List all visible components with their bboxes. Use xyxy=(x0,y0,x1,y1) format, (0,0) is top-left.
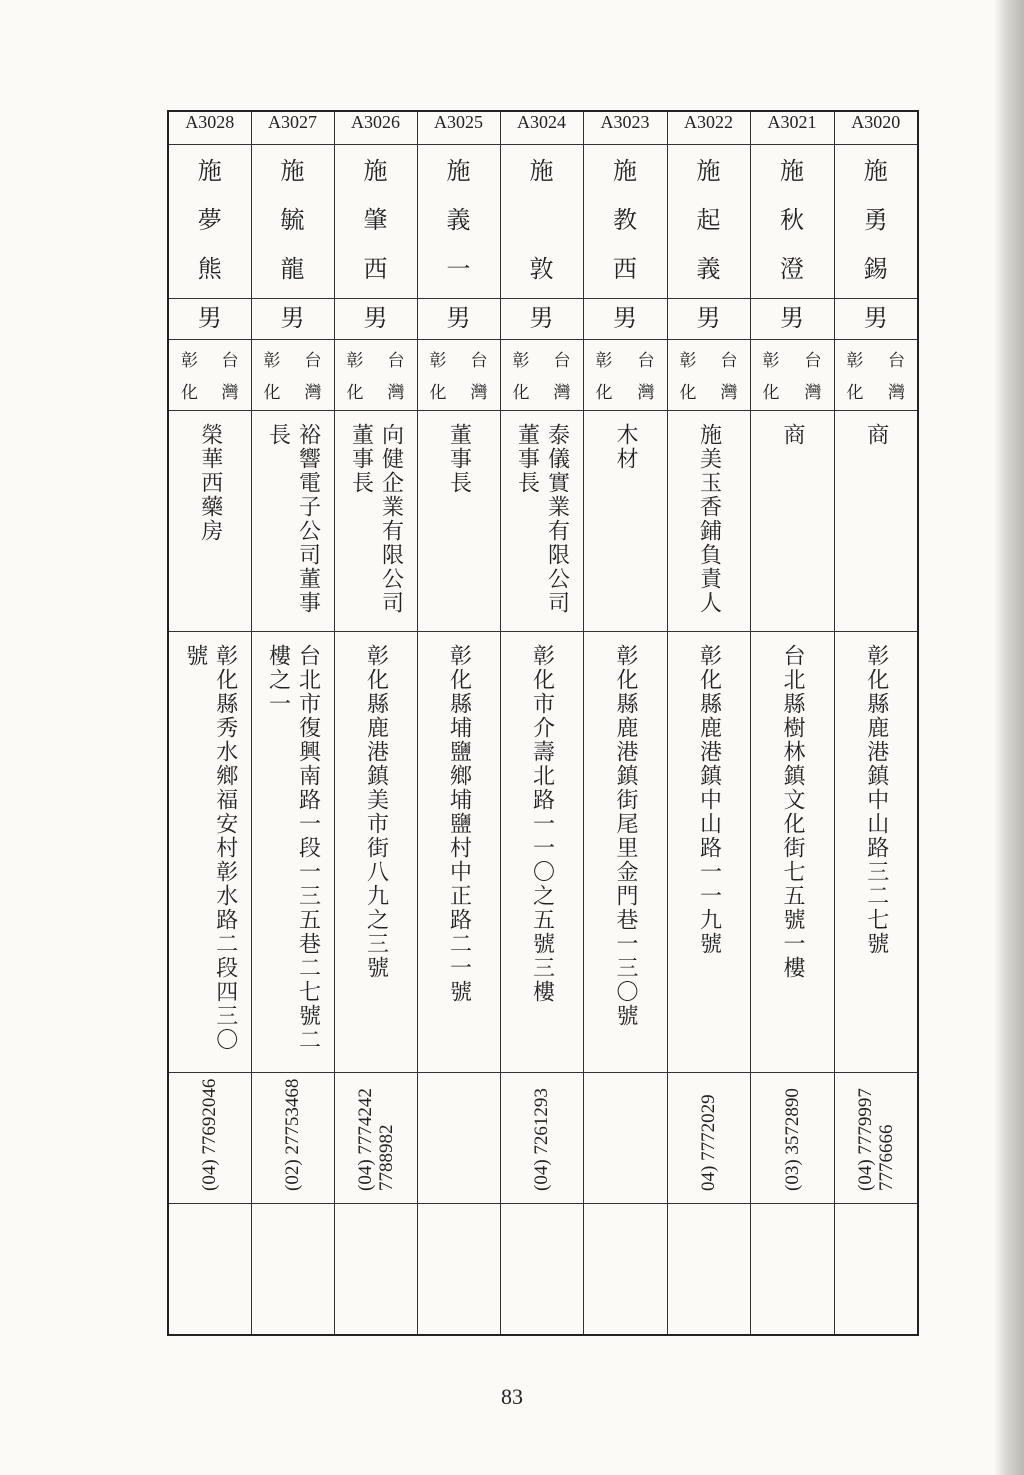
occupation-text: 榮華西藥房 xyxy=(197,423,223,543)
origin-char: 灣 xyxy=(804,383,822,403)
registry-table xyxy=(167,110,919,1336)
origin-line xyxy=(596,346,655,378)
sx-row xyxy=(168,299,918,340)
occupation-text: 泰儀實業有限公司董事長 xyxy=(514,423,570,615)
name-char: 施 xyxy=(696,157,721,185)
name-cell xyxy=(251,145,334,299)
remarks-cell xyxy=(334,1204,417,1336)
origin-line xyxy=(181,346,239,378)
origin-char: 灣 xyxy=(888,383,905,403)
remarks-cell xyxy=(500,1204,583,1336)
origin-block xyxy=(501,340,583,410)
phone-cell xyxy=(334,1073,417,1204)
address-cell xyxy=(583,632,667,1073)
occupation-cell xyxy=(417,411,500,632)
origin-line xyxy=(596,378,655,410)
origin-cell xyxy=(334,340,417,411)
origin-char: 灣 xyxy=(553,383,571,403)
name-char: 施 xyxy=(446,157,471,185)
origin-line xyxy=(513,378,571,410)
record-id: A3024 xyxy=(517,112,566,132)
phone-cell xyxy=(168,1073,251,1204)
sex-cell xyxy=(417,299,500,340)
occupation-cell xyxy=(667,411,750,632)
name-char: 教 xyxy=(613,206,637,234)
origin-cell xyxy=(667,340,750,411)
record-id: A3028 xyxy=(185,112,235,132)
phone-text: (03) 3572890 xyxy=(781,1088,803,1191)
name-char: 秋 xyxy=(780,206,804,234)
name-cell xyxy=(334,145,417,299)
sex-cell xyxy=(583,299,667,340)
occupation-cell xyxy=(750,411,834,632)
origin-char: 台 xyxy=(387,351,405,371)
record-id-cell xyxy=(334,111,417,145)
address-text: 台北縣樹林鎮文化街七五號一樓 xyxy=(780,644,805,980)
remarks-cell xyxy=(750,1204,834,1336)
remarks-cell xyxy=(417,1204,500,1336)
record-id-cell xyxy=(168,111,251,145)
name-char: 熊 xyxy=(197,255,222,283)
phone-cell xyxy=(417,1073,500,1204)
origin-line xyxy=(680,378,738,410)
origin-cell xyxy=(417,340,500,411)
phone-cell xyxy=(834,1073,918,1204)
origin-char: 台 xyxy=(304,351,322,371)
remarks-cell xyxy=(251,1204,334,1336)
sex-value: 男 xyxy=(696,304,721,332)
phone-text: (04) 77692046 xyxy=(199,1078,221,1191)
origin-char: 台 xyxy=(470,351,488,371)
origin-block xyxy=(751,340,834,410)
name-char: 施 xyxy=(197,157,222,185)
address-text: 彰化縣鹿港鎮中山路三二七號 xyxy=(863,644,889,956)
origin-char: 彰 xyxy=(679,351,697,371)
origin-cell xyxy=(251,340,334,411)
sex-cell xyxy=(334,299,417,340)
origin-char: 化 xyxy=(762,383,780,403)
name-char: 起 xyxy=(696,206,721,234)
hdr-row xyxy=(168,111,918,145)
address-cell xyxy=(500,632,583,1073)
origin-block xyxy=(169,340,251,410)
address-cell xyxy=(334,632,417,1073)
origin-char: 化 xyxy=(679,383,697,403)
sex-value: 男 xyxy=(613,304,637,332)
name-char: 龍 xyxy=(280,255,305,283)
name-char: 施 xyxy=(780,157,804,185)
phone-text: (04) 7774242 7788982 xyxy=(354,1088,397,1191)
address-cell xyxy=(417,632,500,1073)
name-cell xyxy=(834,145,918,299)
name-column xyxy=(252,145,334,298)
origin-char: 化 xyxy=(846,383,864,403)
address-cell xyxy=(168,632,251,1073)
phone-text: 04) 7772029 xyxy=(698,1094,719,1191)
name-char: 澄 xyxy=(780,255,804,283)
name-char: 勇 xyxy=(863,206,888,234)
address-text: 台北市復興南路一段一三五巷二七號二樓之一 xyxy=(265,644,321,1052)
occupation-cell xyxy=(168,411,251,632)
phone-cell xyxy=(500,1073,583,1204)
sex-cell xyxy=(500,299,583,340)
origin-char: 灣 xyxy=(637,383,655,403)
origin-line xyxy=(347,346,405,378)
origin-char: 化 xyxy=(263,383,281,403)
occupation-cell xyxy=(251,411,334,632)
sex-cell xyxy=(168,299,251,340)
remarks-cell xyxy=(168,1204,251,1336)
origin-char: 台 xyxy=(221,351,239,371)
sex-value: 男 xyxy=(363,304,388,332)
name-char: 施 xyxy=(280,157,305,185)
origin-char: 台 xyxy=(804,351,822,371)
sex-value: 男 xyxy=(197,304,222,332)
name-column xyxy=(584,145,667,298)
origin-line xyxy=(181,378,239,410)
origin-block xyxy=(252,340,334,410)
origin-char: 彰 xyxy=(846,351,864,371)
origin-line xyxy=(430,378,488,410)
origin-char: 台 xyxy=(720,351,738,371)
origin-block xyxy=(835,340,918,410)
name-char: 錫 xyxy=(863,255,888,283)
sex-value: 男 xyxy=(446,304,471,332)
address-cell xyxy=(251,632,334,1073)
record-id-cell xyxy=(750,111,834,145)
name-char: 義 xyxy=(446,206,471,234)
address-cell xyxy=(750,632,834,1073)
origin-line xyxy=(513,346,571,378)
phone-text: (04) 7779997 7776666 xyxy=(854,1088,897,1191)
record-id-cell xyxy=(583,111,667,145)
ad-row xyxy=(168,632,918,1073)
page-number: 83 xyxy=(501,1384,523,1409)
origin-cell xyxy=(750,340,834,411)
occupation-text: 商 xyxy=(780,423,805,447)
origin-block xyxy=(668,340,750,410)
remarks-cell xyxy=(834,1204,918,1336)
em-row xyxy=(168,1204,918,1336)
origin-char: 彰 xyxy=(346,351,364,371)
origin-char: 彰 xyxy=(429,351,447,371)
origin-line xyxy=(847,346,906,378)
name-char: 施 xyxy=(363,157,388,185)
occupation-text: 董事長 xyxy=(446,423,472,495)
name-char: 施 xyxy=(529,157,554,185)
sex-value: 男 xyxy=(863,304,888,332)
address-text: 彰化縣秀水鄉福安村彰水路二段四三〇號 xyxy=(182,644,238,1052)
oc-row xyxy=(168,411,918,632)
sex-cell xyxy=(750,299,834,340)
origin-line xyxy=(680,346,738,378)
occupation-cell xyxy=(834,411,918,632)
origin-char: 化 xyxy=(595,383,613,403)
occupation-text: 裕響電子公司董事長 xyxy=(265,423,321,615)
name-cell xyxy=(667,145,750,299)
phone-text: (02) 27753468 xyxy=(282,1078,303,1191)
name-char: 西 xyxy=(613,255,637,283)
origin-char: 灣 xyxy=(304,383,322,403)
name-column xyxy=(169,145,251,298)
phone-cell xyxy=(583,1073,667,1204)
origin-char: 台 xyxy=(637,351,655,371)
name-cell xyxy=(750,145,834,299)
origin-char: 彰 xyxy=(512,351,530,371)
nm-row xyxy=(168,145,918,299)
name-char: 施 xyxy=(863,157,888,185)
name-column xyxy=(835,145,918,298)
remarks-cell xyxy=(667,1204,750,1336)
origin-line xyxy=(847,378,906,410)
record-id: A3026 xyxy=(351,112,400,132)
origin-char: 台 xyxy=(553,351,571,371)
phone-cell xyxy=(251,1073,334,1204)
address-text: 彰化縣鹿港鎮街尾里金門巷一三〇號 xyxy=(613,644,638,1028)
origin-block xyxy=(335,340,417,410)
origin-char: 彰 xyxy=(762,351,780,371)
sex-value: 男 xyxy=(280,304,305,332)
origin-char: 灣 xyxy=(720,383,738,403)
record-id: A3020 xyxy=(851,112,901,132)
record-id: A3021 xyxy=(767,112,817,132)
address-cell xyxy=(667,632,750,1073)
sex-cell xyxy=(667,299,750,340)
origin-line xyxy=(264,378,322,410)
occupation-cell xyxy=(334,411,417,632)
record-id: A3027 xyxy=(268,112,317,132)
record-id-cell xyxy=(667,111,750,145)
origin-char: 化 xyxy=(429,383,447,403)
address-cell xyxy=(834,632,918,1073)
name-char: 西 xyxy=(363,255,388,283)
phone-text: (04) 7261293 xyxy=(531,1088,552,1191)
name-char: 一 xyxy=(446,255,471,283)
occupation-text: 木材 xyxy=(613,423,638,471)
origin-line xyxy=(430,346,488,378)
occupation-cell xyxy=(583,411,667,632)
name-column xyxy=(335,145,417,298)
address-text: 彰化縣埔鹽鄉埔鹽村中正路二一號 xyxy=(446,644,472,1004)
origin-char: 彰 xyxy=(181,351,198,371)
origin-char: 化 xyxy=(512,383,530,403)
origin-cell xyxy=(500,340,583,411)
name-cell xyxy=(500,145,583,299)
name-char: 肇 xyxy=(363,206,388,234)
sex-cell xyxy=(834,299,918,340)
address-text: 彰化縣鹿港鎮中山路一一九號 xyxy=(696,644,722,956)
name-char: 毓 xyxy=(280,206,305,234)
name-column xyxy=(501,145,583,298)
origin-line xyxy=(347,378,405,410)
origin-char: 化 xyxy=(346,383,364,403)
origin-char: 彰 xyxy=(595,351,613,371)
address-text: 彰化市介壽北路一一〇之五號三樓 xyxy=(529,644,555,1004)
origin-block xyxy=(584,340,667,410)
record-id-cell xyxy=(834,111,918,145)
origin-char: 灣 xyxy=(470,383,488,403)
name-char: 夢 xyxy=(197,206,222,234)
record-id: A3022 xyxy=(684,112,733,132)
origin-char: 灣 xyxy=(387,383,405,403)
origin-cell xyxy=(168,340,251,411)
occupation-text: 向健企業有限公司董事長 xyxy=(348,423,404,615)
ph-row xyxy=(168,1073,918,1204)
address-text: 彰化縣鹿港鎮美市街八九之三號 xyxy=(363,644,389,980)
name-column xyxy=(418,145,500,298)
origin-cell xyxy=(583,340,667,411)
record-id-cell xyxy=(417,111,500,145)
origin-char: 灣 xyxy=(221,383,239,403)
origin-char: 台 xyxy=(888,351,905,371)
name-char: 施 xyxy=(613,157,637,185)
record-id: A3025 xyxy=(434,112,483,132)
sex-value: 男 xyxy=(529,304,554,332)
origin-cell xyxy=(834,340,918,411)
phone-cell xyxy=(667,1073,750,1204)
origin-line xyxy=(763,346,822,378)
origin-line xyxy=(763,378,822,410)
record-id-cell xyxy=(500,111,583,145)
name-char: 義 xyxy=(696,255,721,283)
record-id: A3023 xyxy=(600,112,650,132)
occupation-text: 施美玉香鋪負責人 xyxy=(696,423,722,615)
occupation-text: 商 xyxy=(863,423,889,447)
pl-row xyxy=(168,340,918,411)
name-char: 敦 xyxy=(529,255,554,283)
origin-line xyxy=(264,346,322,378)
origin-char: 化 xyxy=(181,383,198,403)
name-cell xyxy=(417,145,500,299)
name-column xyxy=(751,145,834,298)
name-cell xyxy=(168,145,251,299)
sex-value: 男 xyxy=(780,304,804,332)
name-column xyxy=(668,145,750,298)
remarks-cell xyxy=(583,1204,667,1336)
name-cell xyxy=(583,145,667,299)
sex-cell xyxy=(251,299,334,340)
record-id-cell xyxy=(251,111,334,145)
occupation-cell xyxy=(500,411,583,632)
phone-cell xyxy=(750,1073,834,1204)
origin-block xyxy=(418,340,500,410)
origin-char: 彰 xyxy=(263,351,281,371)
page-edge-shadow xyxy=(994,0,1024,1475)
